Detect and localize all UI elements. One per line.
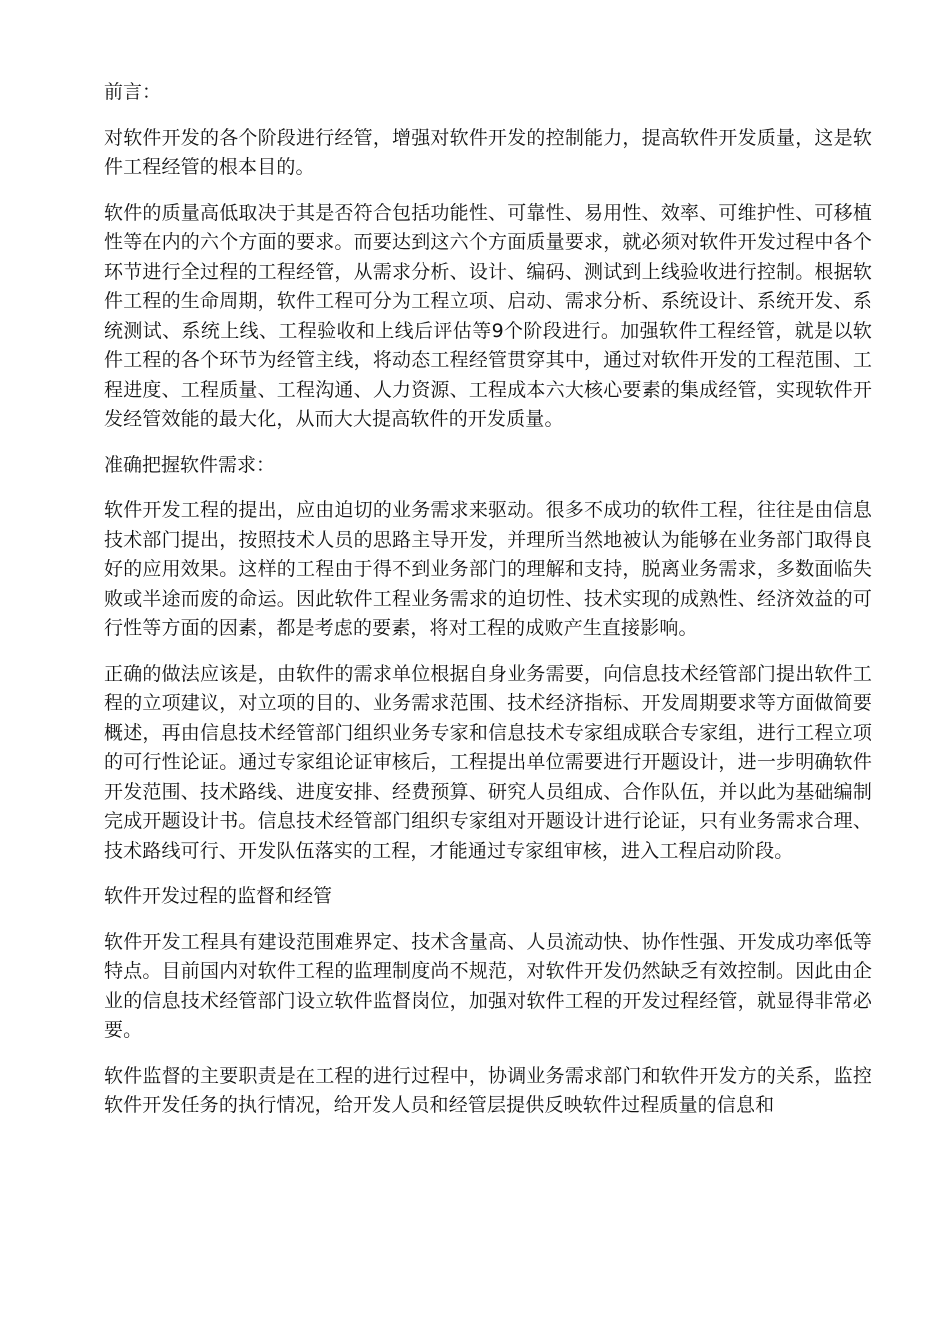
section-heading-requirements: 准确把握软件需求： bbox=[104, 453, 276, 476]
paragraph-quality: 软件的质量高低取决于其是否符合包括功能性、可靠性、易用性、效率、可维护性、可移植性等在内的六个方面的要求。而要达到这六个方面质量要求，就必须对软件开发过程中各个环节进行全过程的工程经管，从需求分析、设计、编码、测试到上线验收进行控制。根据软件工程的生命周期，软件工程可分为工程立项、启动、需求分析、系统设计、系统开发、系统测试、系统上线、工程验收和上线后评估等9个阶段进行。加强软件工程经管，就是以软件工程的各个环节为经管主线，将动态工程经管贯穿其中，通过对软件开发的工程范围、工程进度、工程质量、工程沟通、人力资源、工程成本六大核心要素的集成经管，实现软件开发经管效能的最大化，从而大大提高软件的开发质量。 bbox=[104, 201, 872, 430]
section-heading-supervision: 软件开发过程的监督和经管 bbox=[104, 885, 333, 907]
paragraph-development-traits: 软件开发工程具有建设范围难界定、技术含量高、人员流动快、协作性强、开发成功率低等特点。目前国内对软件工程的监理制度尚不规范，对软件开发仍然缺乏有效控制。因此由企业的信息技术经管部门设立软件监督岗位，加强对软件工程的开发过程经管，就显得非常必要。 bbox=[104, 930, 872, 1041]
section-heading-preface: 前言： bbox=[104, 81, 162, 103]
paragraph-purpose: 对软件开发的各个阶段进行经管，增强对软件开发的控制能力，提高软件开发质量，这是软件工程经管的根本目的。 bbox=[104, 126, 872, 178]
document-page bbox=[104, 78, 872, 1137]
paragraph-supervision-duties: 软件监督的主要职责是在工程的进行过程中，协调业务需求部门和软件开发方的关系，监控软件开发任务的执行情况，给开发人员和经管层提供反映软件过程质量的信息和 bbox=[104, 1064, 872, 1116]
paragraph-correct-approach: 正确的做法应该是，由软件的需求单位根据自身业务需要，向信息技术经管部门提出软件工程的立项建议，对立项的目的、业务需求范围、技术经济指标、开发周期要求等方面做简要概述，再由信息技术经管部门组织业务专家和信息技术专家组成联合专家组，进行工程立项的可行性论证。通过专家组论证审核后，工程提出单位需要进行开题设计，进一步明确软件开发范围、技术路线、进度安排、经费预算、研究人员组成、合作队伍，并以此为基础编制完成开题设计书。信息技术经管部门组织专家组对开题设计进行论证，只有业务需求合理、技术路线可行、开发队伍落实的工程，才能通过专家组审核，进入工程启动阶段。 bbox=[104, 662, 872, 862]
paragraph-requirements-driven: 软件开发工程的提出，应由迫切的业务需求来驱动。很多不成功的软件工程，往往是由信息技术部门提出，按照技术人员的思路主导开发，并理所当然地被认为能够在业务部门取得良好的应用效果。这样的工程由于得不到业务部门的理解和支持，脱离业务需求，多数面临失败或半途而废的命运。因此软件工程业务需求的迫切性、技术实现的成熟性、经济效益的可行性等方面的因素，都是考虑的要素，将对工程的成败产生直接影响。 bbox=[104, 499, 872, 639]
